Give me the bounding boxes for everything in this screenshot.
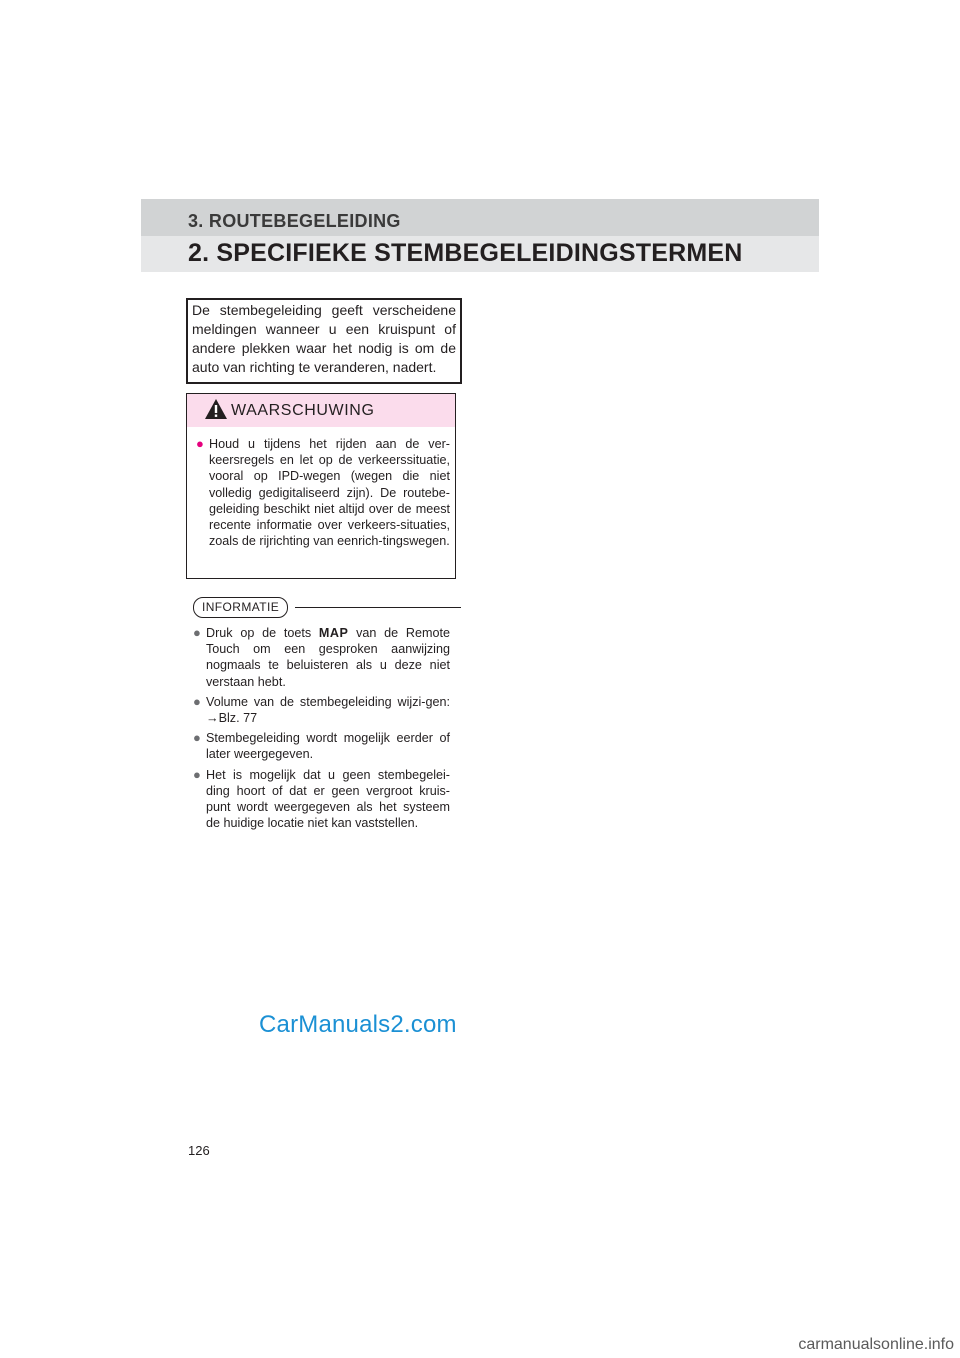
intro-text: De stembegeleiding geeft verscheidene meldingen wanneer u een kruispunt of andere plekken waar het nodig is om de auto van richting te veranderen, nadert.	[192, 302, 456, 375]
info-item-text: Druk op de toets MAP van de Remote Touch om een gesproken aanwijzing nogmaals te beluisteren als u deze niet verstaan hebt.	[206, 626, 450, 689]
info-list	[193, 625, 450, 835]
bullet-icon: ●	[196, 436, 204, 451]
info-tag: INFORMATIE	[193, 597, 288, 618]
warning-header	[187, 394, 455, 427]
info-item-text: Volume van de stembegeleiding wijzi-gen: →Blz. 77	[206, 694, 450, 726]
warning-item	[196, 436, 450, 549]
bullet-icon: ●	[193, 730, 201, 746]
info-item	[193, 625, 450, 690]
info-item-text: Het is mogelijk dat u geen stembegelei-ding hoort of dat er geen vergroot kruis-punt wordt weergegeven als het systeem de huidige locatie niet kan vaststellen.	[206, 767, 450, 831]
footer-url[interactable]: carmanualsonline.info	[798, 1336, 954, 1353]
info-item	[193, 767, 450, 832]
info-item	[193, 694, 450, 726]
info-divider	[295, 607, 461, 608]
section-label: 3. ROUTEBEGELEIDING	[188, 211, 401, 231]
page-title: 2. SPECIFIEKE STEMBEGELEIDINGSTERMEN	[188, 239, 743, 267]
bullet-icon: ●	[193, 693, 201, 709]
warning-title: WAARSCHUWING	[231, 402, 375, 419]
info-item-text: Stembegeleiding wordt mogelijk eerder of later weergegeven.	[206, 731, 450, 762]
info-item	[193, 730, 450, 762]
page-number: 126	[188, 1143, 210, 1158]
warning-triangle-icon	[204, 398, 228, 420]
bullet-icon: ●	[193, 766, 201, 782]
watermark-link[interactable]: CarManuals2.com	[259, 1011, 457, 1038]
intro-box	[186, 298, 462, 384]
warning-item-text: Houd u tijdens het rijden aan de ver-keersregels en let op de verkeerssituatie, vooral op IPD-wegen (wegen die niet volledig gedigitaliseerd zijn). De routebe-geleiding beschikt niet altijd over de meest recente informatie over verkeers-situaties, zoals de rijrichting van eenrich-tingswegen.	[209, 437, 450, 549]
warning-body	[196, 436, 450, 549]
bullet-icon: ●	[193, 625, 201, 640]
warning-box	[186, 393, 456, 579]
map-key-label: MAP	[318, 626, 349, 640]
